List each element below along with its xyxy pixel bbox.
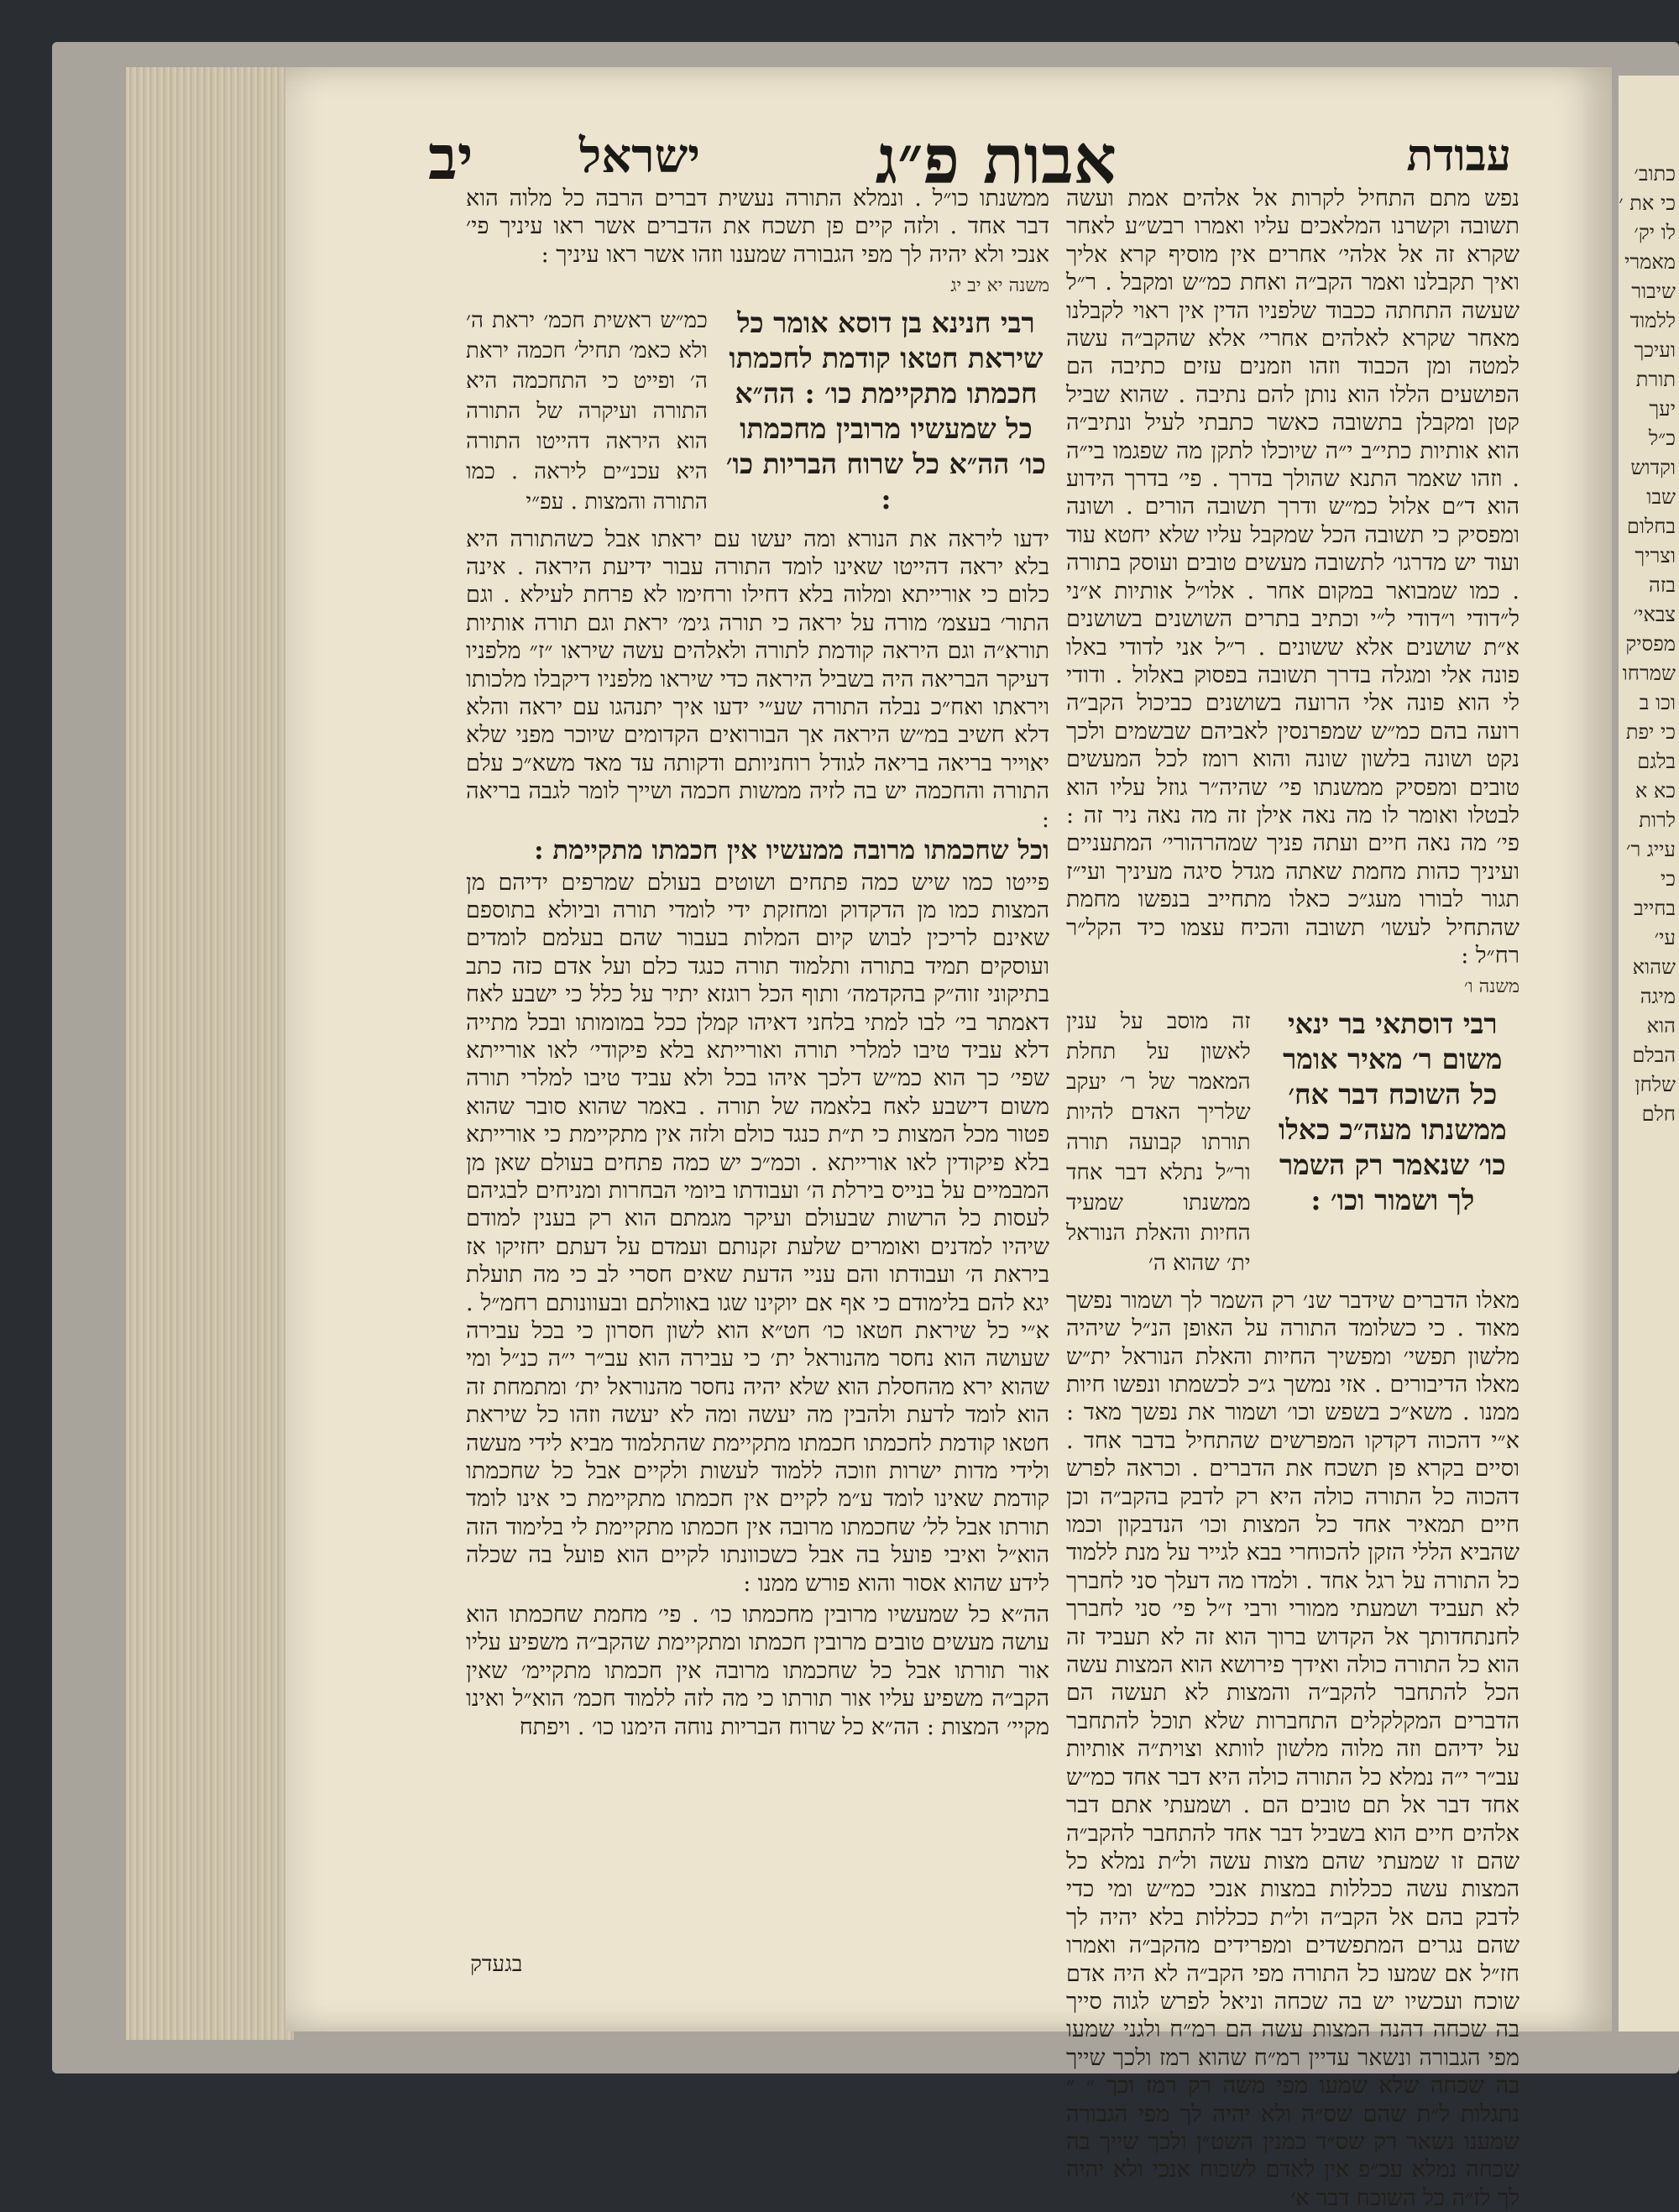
header-word-right: עבודת	[1406, 130, 1511, 181]
next-page-edge	[1619, 76, 1679, 2032]
mishna-block-right	[1066, 1007, 1519, 1279]
book-page	[285, 67, 1612, 2211]
mishna-text-right: רבי דוסתאי בר ינאי משום ר׳ מאיר אומר כל השוכח דבר אח׳ ממשנתו מעה״כ כאלו כו׳ שנאמר רק השמר לך ושמור וכו׳ :	[1278, 1007, 1507, 1216]
mishna-block-left	[466, 306, 1049, 517]
mishna-commentary-right: זה מוסב על ענין לאשון על תחלת המאמר של ר׳ יעקב שלריך האדם להיות תורתו קבועה תורה ור״ל נתלא דבר אחד ממשנתו שמעיד החיות והאלת הנוראל ית׳ שהוא ה׳	[1066, 1008, 1251, 1276]
catchword: בגעדק	[470, 1952, 523, 1977]
left-paragraph-1: ממשנתו כו״ל . ונמלא התורה נעשית דברים הרבה כל מלוה הוא דבר אחד . ולזה קיים פן תשכח את הדברים אשר ראו עיניך פי׳ אנכי ולא יהיה לך מפי הגבורה שמענו וזהו אשר ראו עיניך :	[466, 186, 1049, 268]
left-column	[466, 185, 1049, 1956]
mishna-commentary-left: כמ״ש ראשית חכמ׳ יראת ה׳ ולא כאמ׳ תחיל׳ חכמה יראת ה׳ ופייט כי התחכמה היא התורה ועיקרה של התורה הוא היראה דהייטו התורה היא עכנ״ים ליראה . כמו התורה והמצות . עפ״י	[466, 307, 708, 515]
left-paragraph-2: ידעו ליראה את הנורא ומה יעשו עם יראתו אבל כשהתורה היא בלא יראה דהייטו שאינו לומד התורה עבור ידיעת היראה . אינה כלום כי אורייתא ומלוה בלא דחילו ורחימו לא פרחת לעילא . וגם התור׳ בעצמ׳ מורה על יראה כי תורה גימ׳ יראת וגם תורה אותיות תורא״ה וגם היראה קודמת לתורה ולאלהים עשה שיראו ״ז״ מלפניו דעיקר הבריאה היה בשביל היראה כדי שיראו מלפניו דיקבלו מלכותו ויראתו ואח״כ נבלה התורה שע״י ידעו איך יתנהגו עם יראה והלא דלא חשיב במ״ש היראה אך הבורואים הקדומים שיוכר מפני שלא יאוייר בריאה בריאה לגודל רוחניותם ודקותה עד מאד משא״כ עלם התורה והחכמה יש בה לזיה ממשות חכמה ושייך לומר לגבה בריאה :	[466, 526, 1049, 833]
right-paragraph-1: נפש מתם התחיל לקרות אל אלהים אמת ועשה תשובה וקשרנו המלאכים עליו ואמרו רבש״ע לאחר שקרא זה אל אלהי׳ אחרים אין מוסיף קרא אליך ואיך תקבלנו ואמר הקב״ה ואחת כמ״ש ומקבל . ר״ל שעשה התחתה ככבוד שלפניו הדין אין ראוי לקבלנו מאחר שקרא לאלהים אחרי׳ אלא שהקב״ה עשה למטה ומן הכבוד וזהו וזמנים עזים כתיבה הם הפושעים הללו הוא נותן להם נתיבה . שהוא שביל קטן ומקבלן בתשובה כאשר כתבתי לעיל ונתיב״ה הוא אותיות כתי״ב י״ה שיוכלו לתקן מה שפגמו בי״ה . וזהו שאמר התנא שהולך בדרך . פי׳ בדרך הידוע הוא ד״ם אלול כמ״ש ודרך תשובה הורים . ושונה ומפסיק כי תשובה הכל שמקבל עליו שלא יחטא עוד ועוד יש מדרגו׳ לתשובה מעשים טובים ועוסק בתורה . כמו שמבואר במקום אחר . אלו״ל אותיות א״ני ל״דודי ו״דודי ל״י וכתיב בתרים השושנים בשושנים א״ת שושנים אלא ששונים . ר״ל אני לדודי באלו פונה אלי ומגלה בדרך תשובה בפסוק באלול . ודודי לי הוא פונה אלי הרועה בשושנים כביכול הקב״ה רועה בהם כמ״ש שמפרנסין לאביהם שבשמים ולכך נקט ושונה בלשון שונה והוא רומז לכל המעשים טובים ומפסיק ממשנתו פי׳ שהיה״ר גוזל עליו הוא לבטלו ואומר לו מה נאה אילן זה מה נאה ניר זה : פי׳ מה נאה חיים ועתה פניך שמהרהורי׳ המתעניים ועיניך כהות מחמת שאתה מגדל סיגה מעיניך ועי״ז תגור לבורו מעג״כ כאלו מתחייב בנפשו מחמת שהתחיל לעשו׳ תשובה והכיח עצמו כיד הקל״ר רח״ל :	[1066, 186, 1519, 969]
page-edges	[126, 67, 294, 2040]
header-word-left: ישראל	[579, 128, 700, 184]
left-paragraph-3: פייטו כמו שיש כמה פתחים ושוטים בעולם שמרפים ידיהם מן המצות כמו מן הדקדוק ומחזקת ידי לומדי תורה וביולא בתוספם שאינם לריכין לבוש קיום המלות בעבור שהם בעלמם לומדים ועוסקים תמיד בתורה ותלמוד תורה כנגד כלם ועל אדם כזה כתב בתיקוני זוה״ק בהקדמה׳ ותוף הכל רוגזא יתיר על כלל כי ישבע לאח דאמתר בי׳ לבו למתי בלחני דאיהו קמלן ככל במומותו ובכל מתייה דלא עביד טיבו למלרי תורה ואורייתא בלא פיקודי׳ לאו אורייתא שפי׳ כך הוא כמ״ש דלכך איהו בכל ולא עביד טיבו למלרי תורה משום דישבע לאח בלאמה של תורה . באמר שהוא סובר שהוא פטור מכל המצות כי ת״ת כנגד כולם ולזה אין מתקיימת כי אורייתא בלא פיקודין לאו אורייתא . וכמ״כ יש כמה פתחים בעולם שאן מן המבמיים על בנייס בירלת ה׳ ועבודתו ביומי הבחרות ומניחים לבגיהם לעסות כל הרשות שבעולם ועיקר מגמתם הוא רק בענין למודם שיהיו למדנים ואומרים שלעת זקנותם ועמדם על דעתם יחזיקו אז ביראת ה׳ ועבודתו והם עניי הדעת שאים חסרי לב כי מה תועלת יגא להם בלימודם כי אף אם יוקינו שגו באוולתם ובעוונותם רחמ״ל . א״י כל שיראת חטאו כו׳ חט״א הוא לשון חסרון כי בכל עבירה שעושה הוא נחסר מהנוראל ית׳ כי עבירה הוא עב״ר י״ה כנ״ל ומי שהוא ירא מהחסלת הוא שלא יהיה נחסר מהנוראל ית׳ ומתמחת זה הוא לומד לדעת ולהבין מה יעשה ומה לא יעשה וזהו כל שיראת חטאו קודמת לחכמתו חכמתו מתקיימת שהתלמוד מביא לידי מעשה ולידי מדות ישרות וזוכה ללמוד לעשות ולקיים אבל כל שחכמתו קודמת שאינו לומד ע״מ לקיים אין חכמתו מתקיימת כי אינו לומד תורתו אבל לל׳ שחכמתו מרובה אין חכמתו מתקיימת לי בלימוד הזה הוא״ל ואיבי פועל בה אבל כשכוונתו לקיים הוא פועל בה שכלה לידע שהוא אסור והוא פורש ממנו :	[466, 869, 1049, 1597]
mishna-text-left: רבי חנינא בן דוסא אומר כל שיראת חטאו קודמת לחכמתו חכמתו מתקיימת כו׳ : הה״א כל שמעשיו מרובין מחכמתו כו׳ הה״א כל שרוח הבריות כו׳ :	[725, 306, 1046, 515]
header-title: אבות פ״ג	[875, 120, 1117, 199]
right-column	[1066, 185, 1519, 2211]
left-paragraph-4: הה״א כל שמעשיו מרובין מחכמתו כו׳ . פי׳ מחמת שחכמתו הוא עושה מעשים טובים מרובין חכמתו ומתקיימת שהקב״ה משפיע עליו אור תורתו אבל כל שחכמתו מרובה אין חכמתו מתקיימ׳ שאין הקב״ה משפיע עליו אור תורתו כי מה לזה ללמוד חכמ׳ הוא״ל ואינו מקיי׳ המצות : הה״א כל שרוח הבריות נוחה הימנו כו׳ . ויפתח	[466, 1602, 1049, 1740]
mishna-label-right: משנה ו׳	[1463, 976, 1519, 998]
next-page-text: כתוב׳ כי את ׳ לו יק׳ מאמרי שיבור ללמוד ועיכך תורת יעך כ״ל וקדוש שבו בחלום וצריך בזה צבאי׳ מפסיק שמרחו וכו ב כי יפת בלגם כא א לרות עייג ר׳ כי בחייב עי׳ שהוא מיגה הוא הבלם שלחן חלם	[1619, 162, 1676, 1126]
mishna-label-left: משנה יא יב יג	[950, 275, 1049, 297]
right-paragraph-2: מאלו הדברים שידבר שנ׳ רק השמר לך ושמור נפשך מאוד . כי כשלומד התורה על האופן הנ״ל שיהיה מלשון תפשי׳ ומפשיך החיות והאלת הנוראל ית״ש מאלו הדיבורים . אזי נמשך ג״כ לכשמתו ונפשו חיות ממנו . משא״כ בשפש וכו׳ ושמור את נפשך מאד : א״י דהכוה דקדקו המפרשים שהתחיל בדבר אחד . וסיים בקרא פן תשכח את הדברים . וכראה לפרש דהכוה כל התורה כולה היא רק לדבק בהקב״ה וכן חיים תמאיר אחד כל המצות וכו׳ הנדבקון וכמו שהביא הללי הזקן להכוחרי בבא לגייר על מנת ללמוד כל התורה על רגל אחד . ולמדו מה דעלך סני לחברך לא תעביד ושמעתי ממורי ורבי ז״ל פי׳ סני לחברך לחנתחדותך אל הקדוש ברוך הוא זה לא תעביד זה הוא כל התורה כולה ואידך פירושא הוא המצות עשה הכל להתחבר להקב״ה והמצות לא תעשה הם הדברים המקלקלים התחברות שלא תוכל להתחבר על ידיהם וזה מלוה מלשון לוותא וצוית״ה אותיות עב״ר י״ה נמלא כל התורה כולה היא דבר אחד כמ״ש אחד דבר אל תם טובים הם . ושמעתי אתם דבר אלהים חיים הוא בשביל דבר אחד להתחבר להקב״ה שהם זו שמעתי שהם מצות עשה ול״ת נמלא כל המצות עשה ככללות במצות אנכי כמ״ש ומי כדי לדבק בהם אל הקב״ה ול״ת ככללות בלא יהיה לך שהם נגרים המתפשדים ומפרידים מהקב״ה ואמרו חז״ל אם שמעו כל התורה מפי הקב״ה לא היה אדם שוכח ועכשיו יש בה שכחה וניאל לפרש לגוה סייך בה שכחה דהנה המצות עשה הם רמ״ח ולגני שמעו מפי הגבורה ונשאר עדיין רמ״ח שהוא רמז ולכך שייך בה שכחה שלא שמעו מפי משה רק רמז וכך ״ ״ נתגלות ל״ת שהם שס״ה ולא יהיה לך מפי הגבורה שמענו נשאר רק שס״ד כמנין השט״ן ולכך שייך בה שכחה נמלא עכ״פ אין לאדם לשכוח אנכי ולא יהיה לך לז״ה כל השוכח דבר א׳	[1066, 1287, 1519, 2211]
folio-number: יב	[428, 122, 473, 193]
left-bold-heading: וכל שחכמתו מרובה ממעשיו אין חכמתו מתקיימת :	[534, 835, 1049, 866]
